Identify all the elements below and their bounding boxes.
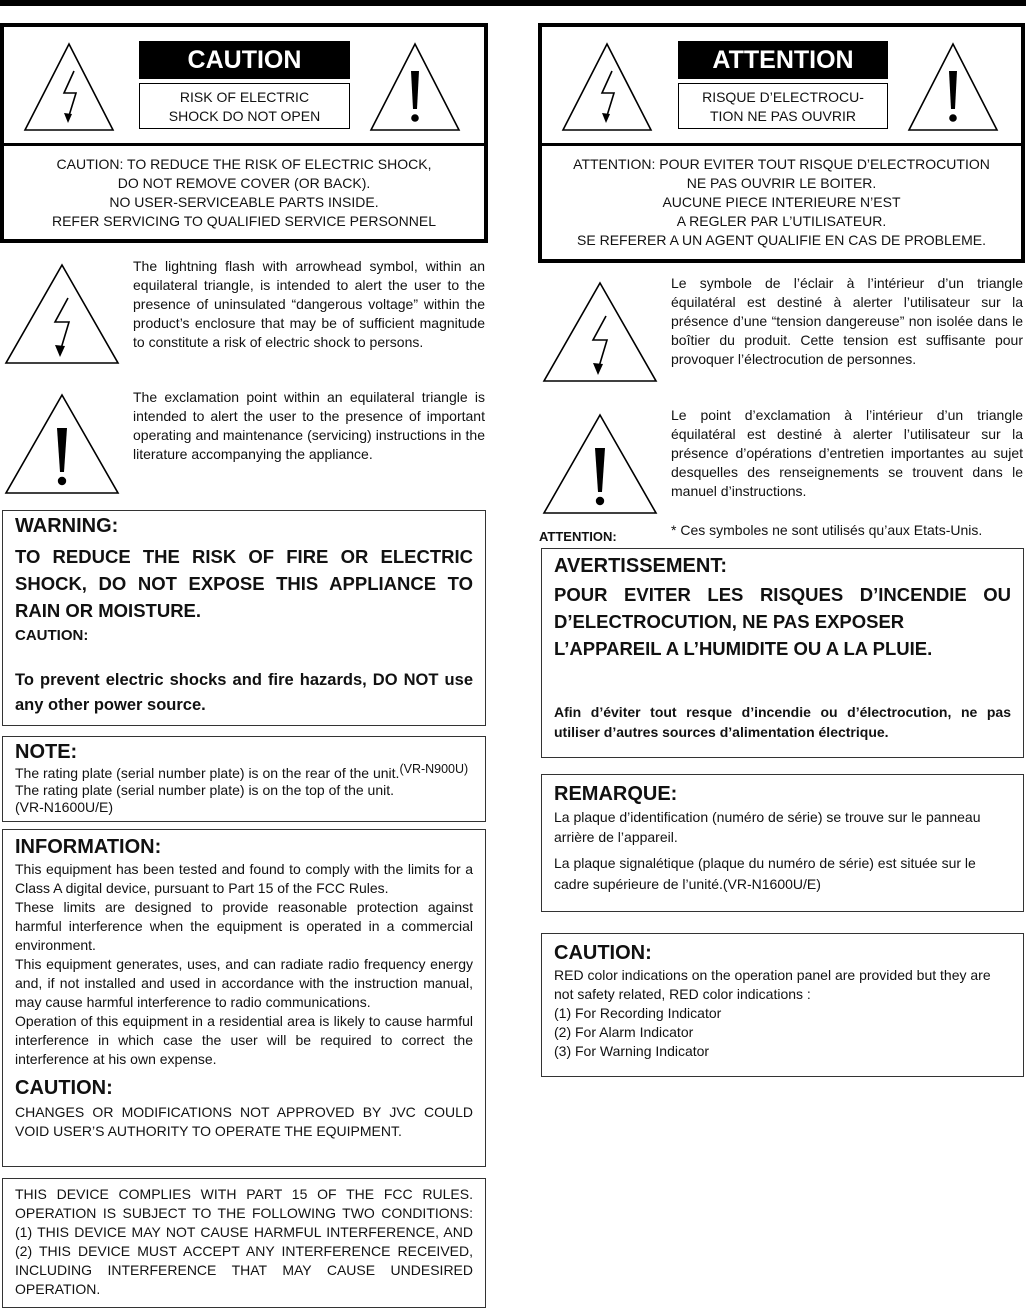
exclamation-description: The exclamation point within an equilateral triangle is intended to alert the user to the presence of important operating and maintenance (servicing) instructions in the literature accompanying the appliance. — [133, 389, 485, 462]
attention-banner: ATTENTION — [678, 41, 888, 79]
lightning-description: The lightning flash with arrowhead symbol, within an equilateral triangle, is intended to alert the user to the presence of uninsulated “dangerous voltage” within the product’s enclosure that may be of sufficient magnitude to constitute a risk of electric shock to persons. — [133, 258, 485, 350]
note-line-1: The rating plate (serial number plate) is on the rear of the unit.(VR-N900U) — [15, 762, 469, 781]
warning-caution-text: To prevent electric shocks and fire hazards, DO NOT use any other power source. — [15, 671, 473, 714]
information-box — [2, 829, 486, 1167]
caution-red-box — [541, 933, 1024, 1077]
remarque-para-1: La plaque d’identification (numéro de série) se trouve sur le panneau arrière de l’appareil. — [554, 809, 981, 845]
avertissement-line-1: POUR EVITER LES RISQUES D’INCENDIE OU — [554, 584, 1011, 605]
warning-title: WARNING: — [15, 515, 119, 537]
lightning-triangle-icon — [22, 41, 116, 133]
exclamation-triangle-icon — [541, 412, 659, 516]
caution-banner: CAUTION — [139, 41, 350, 79]
note-title: NOTE: — [15, 741, 78, 763]
caution-divider — [4, 143, 484, 146]
remarque-para-2: La plaque signalétique (plaque du numéro de série) est située sur le cadre supérieure de l’unité.(VR-N1600U/E) — [554, 855, 976, 892]
information-title: INFORMATION: — [15, 836, 162, 858]
lightning-triangle-icon — [560, 41, 654, 133]
note-box — [2, 736, 486, 822]
remarque-box — [541, 774, 1024, 912]
caution-red-item-1: (1) For Recording Indicator — [554, 1005, 722, 1021]
fcc-box — [2, 1178, 486, 1308]
fcc-text: THIS DEVICE COMPLIES WITH PART 15 OF THE FCC RULES. OPERATION IS SUBJECT TO THE FOLLOWING TWO CONDITIONS: (1) THIS DEVICE MAY NOT CAUSE HARMFUL INTERFERENCE, AND (2) THIS DEVICE MUST ACCEPT ANY INTERFERENCE RECEIVED, INCLUDING INTERFERENCE THAT MAY CAUSE UNDESIRED OPERATION. — [15, 1186, 473, 1297]
symbols-note: * Ces symboles ne sont utilisés qu’aux Etats-Unis. — [671, 522, 983, 538]
information-caution-title: CAUTION: — [15, 1077, 113, 1099]
lightning-triangle-icon — [3, 262, 121, 366]
avertissement-line-2: D’ELECTROCUTION, NE PAS EXPOSER — [554, 611, 905, 632]
avertissement-box — [541, 548, 1024, 758]
attention-label-panel — [538, 23, 1025, 263]
lightning-triangle-icon — [541, 280, 659, 384]
attention-subtext: RISQUE D’ELECTROCU- TION NE PAS OUVRIR — [678, 83, 888, 129]
information-para-2: These limits are designed to provide reasonable protection against harmful interference when the equipment is operated in a commercial environment. — [15, 899, 473, 953]
exclamation-triangle-icon — [906, 41, 1000, 133]
note-line-2: The rating plate (serial number plate) is on the top of the unit. — [15, 782, 394, 798]
exclamation-description-fr: Le point d’exclamation à l’intérieur d’un triangle équilatéral est destiné à alerter l’utilisateur sur la présence d’opérations d’entretien importantes au sujet desquelles des renseignements se trouvent dans le manuel d’instructions. — [671, 407, 1023, 499]
caution-label-panel — [0, 23, 488, 243]
information-caution-text: CHANGES OR MODIFICATIONS NOT APPROVED BY JVC COULD VOID USER’S AUTHORITY TO OPERATE THE EQUIPMENT. — [15, 1104, 473, 1139]
information-para-3: This equipment generates, uses, and can radiate radio frequency energy and, if not installed and used in accordance with the instruction manual, may cause harmful interference to radio communications. — [15, 956, 473, 1010]
information-para-1: This equipment has been tested and found to comply with the limits for a Class A digital device, pursuant to Part 15 of the FCC Rules. — [15, 861, 473, 896]
caution-text: CAUTION: TO REDUCE THE RISK OF ELECTRIC SHOCK, DO NOT REMOVE COVER (OR BACK). NO USER-SERVICEABLE PARTS INSIDE. REFER SERVICING TO QUALIFIED SERVICE PERSONNEL — [51, 156, 437, 229]
exclamation-triangle-icon — [3, 392, 121, 496]
caution-red-text: RED color indications on the operation panel are provided but they are not safety related, RED color indications : — [554, 967, 991, 1002]
caution-red-item-2: (2) For Alarm Indicator — [554, 1024, 694, 1040]
caution-red-title: CAUTION: — [554, 942, 652, 964]
attention-divider — [542, 143, 1021, 146]
warning-box — [2, 510, 486, 726]
attention-label: ATTENTION: — [539, 529, 617, 544]
caution-red-item-3: (3) For Warning Indicator — [554, 1043, 710, 1059]
remarque-title: REMARQUE: — [554, 783, 678, 805]
top-rule — [0, 0, 1026, 6]
caution-subtext: RISK OF ELECTRIC SHOCK DO NOT OPEN — [139, 83, 350, 129]
avertissement-line-3: L’APPAREIL A L’HUMIDITE OU A LA PLUIE. — [554, 638, 933, 659]
attention-text: ATTENTION: POUR EVITER TOUT RISQUE D’ELECTROCUTION NE PAS OUVRIR LE BOITER. AUCUNE PIECE INTERIEURE N’EST A REGLER PAR L’UTILISATEUR. SE REFERER A UN AGENT QUALIFIE EN CAS DE PROBLEME. — [573, 156, 990, 248]
warning-text: TO REDUCE THE RISK OF FIRE OR ELECTRIC SHOCK, DO NOT EXPOSE THIS APPLIANCE TO RAIN OR MOISTURE. — [15, 546, 473, 621]
exclamation-triangle-icon — [368, 41, 462, 133]
note-line-3: (VR-N1600U/E) — [15, 799, 114, 815]
warning-caution-title: CAUTION: — [15, 627, 89, 644]
information-para-4: Operation of this equipment in a residential area is likely to cause harmful interference in which case the user will be required to correct the interference at his own expense. — [15, 1013, 473, 1067]
avertissement-sub: Afin d’éviter tout resque d’incendie ou d’électrocution, ne pas utiliser d’autres sources d’alimentation électrique. — [554, 704, 1011, 740]
lightning-description-fr: Le symbole de l’éclair à l’intérieur d’un triangle équilatéral est destiné à alerter l’utilisateur sur la présence d’une “tension dangereuse” non isolée dans le boîtier du produit. Cette tension est suffisante pour provoquer l’électrocution de personnes. — [671, 275, 1023, 367]
avertissement-title: AVERTISSEMENT: — [554, 555, 727, 577]
